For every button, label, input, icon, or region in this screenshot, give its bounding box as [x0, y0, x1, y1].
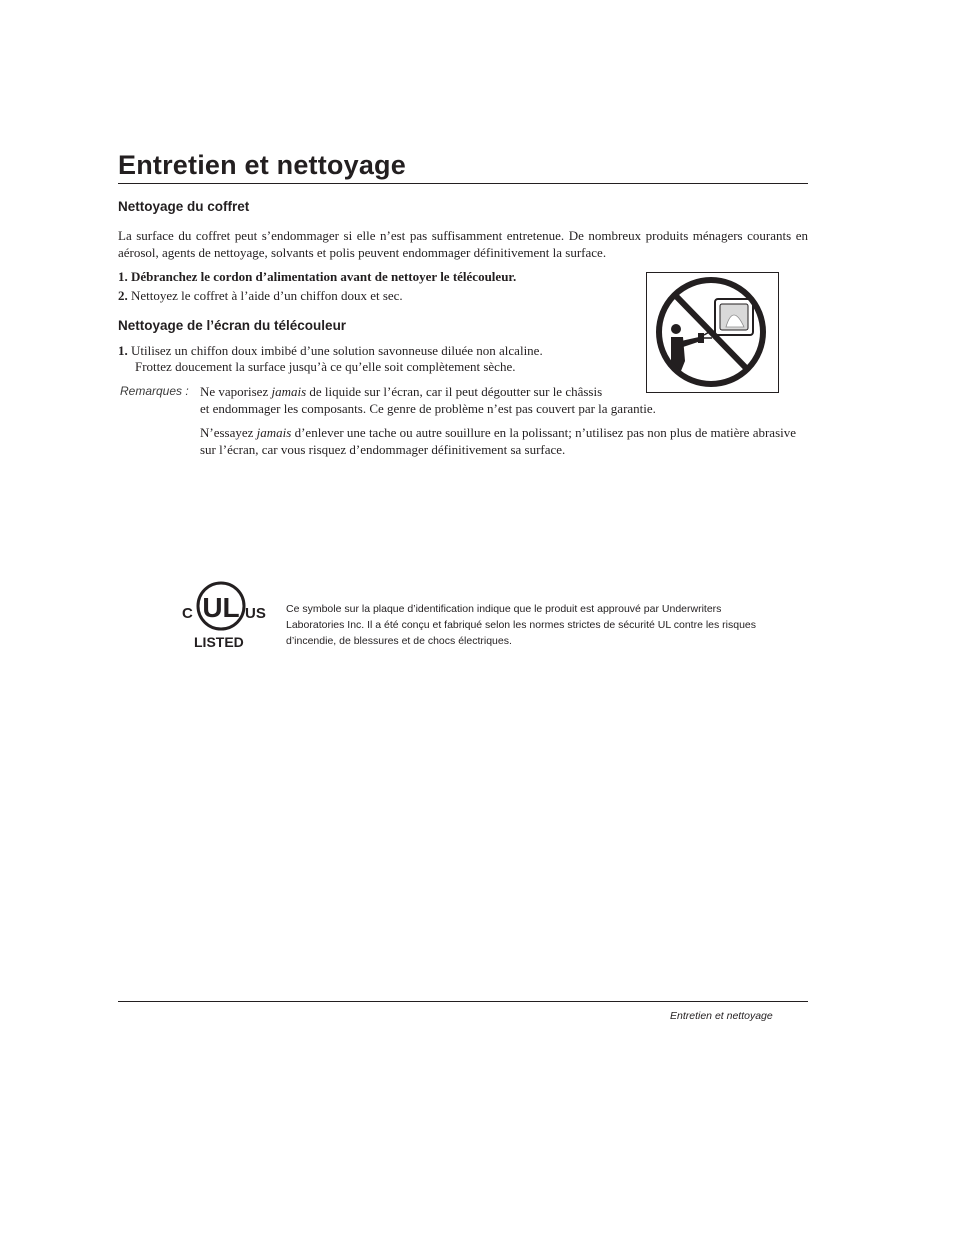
footer-divider	[118, 1001, 808, 1002]
remark-polish	[200, 424, 805, 458]
section-heading-coffret: Nettoyage du coffret	[118, 199, 250, 214]
remark-spray	[200, 383, 602, 400]
section-heading-ecran: Nettoyage de l’écran du télécouleur	[118, 318, 347, 333]
remark-spray-continued: et endommager les composants. Ce genre de problème n’est pas couvert par la garantie.	[200, 401, 656, 416]
step-number: 2.	[118, 288, 128, 303]
step-text: Utilisez un chiffon doux imbibé d’une solution savonneuse diluée non alcaline.	[131, 343, 543, 358]
ul-description: Ce symbole sur la plaque d’identification indique que le produit est approuvé par Underwriters Laboratories Inc. Il a été conçu et fabriqué selon les normes strictes de sécurité UL contre les risques d’incendie, de blessures et de chocs électriques.	[286, 603, 757, 647]
remark-emphasis: jamais	[256, 425, 292, 440]
step-clean-cabinet	[118, 288, 403, 304]
intro-paragraph: La surface du coffret peut s’endommager si elle n’est pas suffisamment entretenue. De nombreux produits ménagers courants en aérosol, agents de nettoyage, solvants et polis peuvent endommager définitivement la surface.	[118, 228, 808, 260]
remark-text: d’enlever une tache ou autre souillure en la polissant; n’utilisez pas non plus de matière abrasive sur l’écran, car vous risquez d’endommager définitivement sa surface.	[200, 425, 797, 457]
remark-emphasis: jamais	[271, 384, 307, 399]
ul-mark-icon	[178, 578, 270, 652]
step-text: Débranchez le cordon d’alimentation avant de nettoyer le télécouleur.	[131, 269, 517, 284]
step-number: 1.	[118, 269, 128, 284]
remark-text: N’essayez	[200, 425, 257, 440]
step-number: 1.	[118, 343, 128, 358]
ul-letters: UL	[202, 592, 240, 623]
ul-c-mark: C	[182, 605, 193, 622]
remark-text: de liquide sur l’écran, car il peut dégoutter sur le châssis	[306, 384, 603, 399]
step-unplug	[118, 269, 516, 285]
footer-title: Entretien et nettoyage	[670, 1010, 773, 1022]
title-divider	[118, 183, 808, 184]
remark-text: Ne vaporisez	[200, 384, 272, 399]
no-spray-icon	[647, 273, 778, 392]
ul-listed-logo	[178, 578, 270, 652]
page-title: Entretien et nettoyage	[118, 150, 406, 180]
step-text: Nettoyez le coffret à l’aide d’un chiffon doux et sec.	[131, 288, 403, 303]
step-clean-screen	[118, 343, 543, 359]
no-spray-warning-illustration	[646, 272, 779, 393]
ul-us-mark: US	[245, 605, 266, 622]
step-text-continued: Frottez doucement la surface jusqu’à ce qu’elle soit complètement sèche.	[135, 359, 516, 374]
remarks-label: Remarques :	[120, 384, 189, 398]
ul-listed-mark: LISTED	[194, 634, 244, 650]
